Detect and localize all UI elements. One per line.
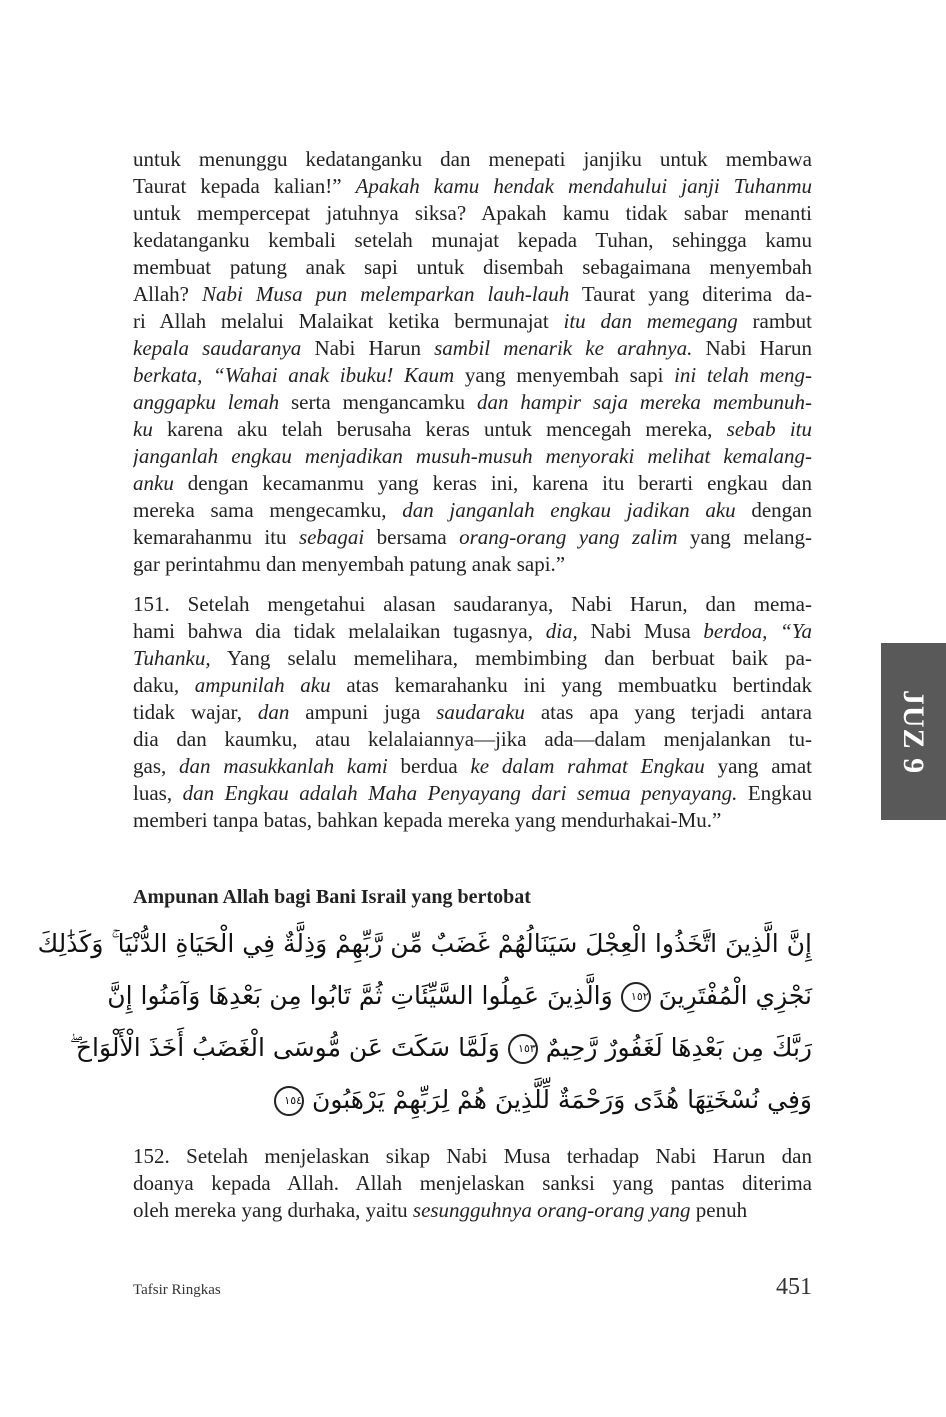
text-line	[133, 1197, 812, 1224]
italic-text: ke dalam rahmat Engkau	[470, 754, 705, 778]
text: Nabi Harun	[692, 336, 812, 360]
juz-label: JUZ 9	[897, 689, 931, 774]
text: yang melang-	[677, 525, 812, 549]
text-line	[133, 497, 812, 524]
text: daku,	[133, 673, 195, 697]
text-line	[133, 780, 812, 807]
text: Engkau	[737, 781, 812, 805]
juz-side-tab	[881, 643, 946, 820]
ayah-number-marker: ١٥٢	[621, 982, 651, 1012]
italic-text: dan hampir saja mereka membunuh-	[476, 390, 812, 414]
italic-text: anku	[133, 471, 174, 495]
italic-text: janganlah engkau menjadikan musuh-musuh menyoraki melihat kemalang-	[133, 444, 812, 468]
text-line	[133, 753, 812, 780]
text: luas,	[133, 781, 183, 805]
text-line	[133, 254, 812, 281]
text: 151. Setelah mengetahui alasan saudaranya, Nabi Harun, dan mema-	[133, 592, 812, 616]
text: memberi tanpa batas, bahkan kepada mereka yang mendurhakai-Mu.”	[133, 808, 722, 832]
italic-text: dan janganlah engkau jadikan aku	[402, 498, 736, 522]
text-line	[133, 173, 812, 200]
text-line	[133, 146, 812, 173]
text: gas,	[133, 754, 180, 778]
paragraph-152	[133, 1143, 812, 1224]
text-line	[133, 618, 812, 645]
text-line	[133, 443, 812, 470]
page-number: 451	[776, 1274, 812, 1300]
paragraph-intro	[133, 146, 812, 578]
arabic-text: إِنَّ الَّذِينَ اتَّخَذُوا الْعِجْلَ سَيَنَالُهُمْ غَضَبٌ مِّن رَّبِّهِمْ وَذِلَّةٌ فِي الْحَيَاةِ الدُّنْيَا ۚ وَكَذَٰلِكَ	[37, 929, 812, 958]
text: rambut	[737, 309, 812, 333]
text: Nabi Harun	[301, 336, 435, 360]
italic-text: Tuhanku,	[133, 646, 211, 670]
text-line	[133, 699, 812, 726]
italic-text: dan	[257, 700, 290, 724]
text: Nabi Musa	[577, 619, 704, 643]
text-line	[133, 308, 812, 335]
text: gar perintahmu dan menyembah patung anak sapi.”	[133, 552, 566, 576]
arabic-text: وَلَمَّا سَكَتَ عَن مُّوسَى الْغَضَبُ أَخَذَ الْأَلْوَاحَ ۖ	[69, 1033, 508, 1062]
text: hami bahwa dia tidak melalaikan tugasnya,	[133, 619, 546, 643]
italic-text: Nabi Musa pun melemparkan lauh-lauh	[202, 282, 570, 306]
footer-book-title: Tafsir Ringkas	[133, 1282, 221, 1298]
arabic-text: وَفِي نُسْخَتِهَا هُدًى وَرَحْمَةٌ لِّلَّذِينَ هُمْ لِرَبِّهِمْ يَرْهَبُونَ	[304, 1085, 812, 1114]
text: membuat patung anak sapi untuk disembah sebagaimana menyembah	[133, 255, 812, 279]
text: bersama	[364, 525, 460, 549]
text: dengan kecamanmu yang keras ini, karena itu berarti engkau dan	[173, 471, 812, 495]
text: dia dan kaumku, atau kelalaiannya—jika ada—dalam menjalankan tu-	[133, 727, 812, 751]
italic-text: Apakah kamu hendak mendahului janji Tuhanmu	[355, 174, 812, 198]
italic-text: anggapku lemah	[133, 390, 280, 414]
text: ri Allah melalui Malaikat ketika bermunajat	[133, 309, 564, 333]
ayah-number-marker: ١٥٣	[508, 1034, 538, 1064]
arabic-line	[133, 1074, 812, 1126]
text: untuk mempercepat jatuhnya siksa? Apakah kamu tidak sabar menanti	[133, 201, 812, 225]
italic-text: ku	[133, 417, 153, 441]
text-line	[133, 200, 812, 227]
text: karena aku telah berusaha keras untuk mencegah mereka,	[152, 417, 727, 441]
text: untuk menunggu kedatanganku dan menepati janjiku untuk membawa	[133, 147, 812, 171]
arabic-text: وَالَّذِينَ عَمِلُوا السَّيِّئَاتِ ثُمَّ تَابُوا مِن بَعْدِهَا وَآمَنُوا إِنَّ	[107, 981, 621, 1010]
text: Yang selalu memelihara, membimbing dan berbuat baik pa-	[210, 646, 812, 670]
text-line	[133, 726, 812, 753]
text-line	[133, 416, 812, 443]
italic-text: dan masukkanlah kami	[179, 754, 388, 778]
arabic-line	[37, 918, 812, 970]
text: yang menyembah sapi	[454, 363, 675, 387]
text: berdua	[387, 754, 471, 778]
italic-text: saudaraku	[436, 700, 525, 724]
text: ampuni juga	[289, 700, 437, 724]
italic-text: itu dan memegang	[563, 309, 738, 333]
text-line	[133, 524, 812, 551]
italic-text: orang-orang yang zalim	[459, 525, 678, 549]
text: dengan	[735, 498, 812, 522]
italic-text: sesungguhnya orang-orang yang	[412, 1198, 691, 1222]
italic-text: berdoa, “Ya	[703, 619, 812, 643]
text-line	[133, 591, 812, 618]
italic-text: sebab itu	[726, 417, 812, 441]
text-line	[133, 389, 812, 416]
text: mereka sama mengecamku,	[133, 498, 403, 522]
text: serta mengancamku	[279, 390, 477, 414]
ayah-number-marker: ١٥٤	[274, 1086, 304, 1116]
text-line	[133, 281, 812, 308]
text: kemarahanmu itu	[133, 525, 299, 549]
italic-text: berkata, “Wahai anak ibuku! Kaum	[133, 363, 455, 387]
italic-text: ampunilah aku	[194, 673, 331, 697]
text-line	[133, 335, 812, 362]
text: Taurat yang diterima da-	[569, 282, 812, 306]
text: kedatanganku kembali setelah munajat kepada Tuhan, sehingga kamu	[133, 228, 812, 252]
text-line	[133, 1143, 812, 1170]
italic-text: kepala saudaranya	[133, 336, 302, 360]
text-line	[133, 470, 812, 497]
text: atas apa yang terjadi antara	[524, 700, 812, 724]
section-heading: Ampunan Allah bagi Bani Israil yang bertobat	[133, 886, 531, 908]
text: Taurat kepada kalian!”	[133, 174, 356, 198]
arabic-text: رَبَّكَ مِن بَعْدِهَا لَغَفُورٌ رَّحِيمٌ	[537, 1033, 812, 1062]
text: oleh mereka yang durhaka, yaitu	[133, 1198, 413, 1222]
arabic-line	[69, 1022, 812, 1074]
text: Allah?	[133, 282, 203, 306]
text: tidak wajar,	[133, 700, 258, 724]
text-line	[133, 227, 812, 254]
text: atas kemarahanku ini yang membuatku bertindak	[330, 673, 812, 697]
text-line	[133, 362, 812, 389]
italic-text: ini telah meng-	[674, 363, 812, 387]
italic-text: sebagai	[298, 525, 365, 549]
text-line	[133, 672, 812, 699]
text-line	[133, 551, 812, 578]
text-line	[133, 1170, 812, 1197]
text: doanya kepada Allah. Allah menjelaskan sanksi yang pantas diterima	[133, 1171, 812, 1195]
text-line	[133, 645, 812, 672]
italic-text: sambil menarik ke arahnya.	[434, 336, 693, 360]
italic-text: dan Engkau adalah Maha Penyayang dari semua penyayang.	[182, 781, 738, 805]
arabic-verses	[37, 918, 812, 1126]
text: penuh	[690, 1198, 748, 1222]
text-line	[133, 807, 812, 834]
text: yang amat	[704, 754, 812, 778]
text: 152. Setelah menjelaskan sikap Nabi Musa terhadap Nabi Harun dan	[133, 1144, 812, 1168]
arabic-text: نَجْزِي الْمُفْتَرِينَ	[650, 981, 812, 1010]
italic-text: dia,	[545, 619, 578, 643]
paragraph-151	[133, 591, 812, 834]
arabic-line	[107, 970, 812, 1022]
